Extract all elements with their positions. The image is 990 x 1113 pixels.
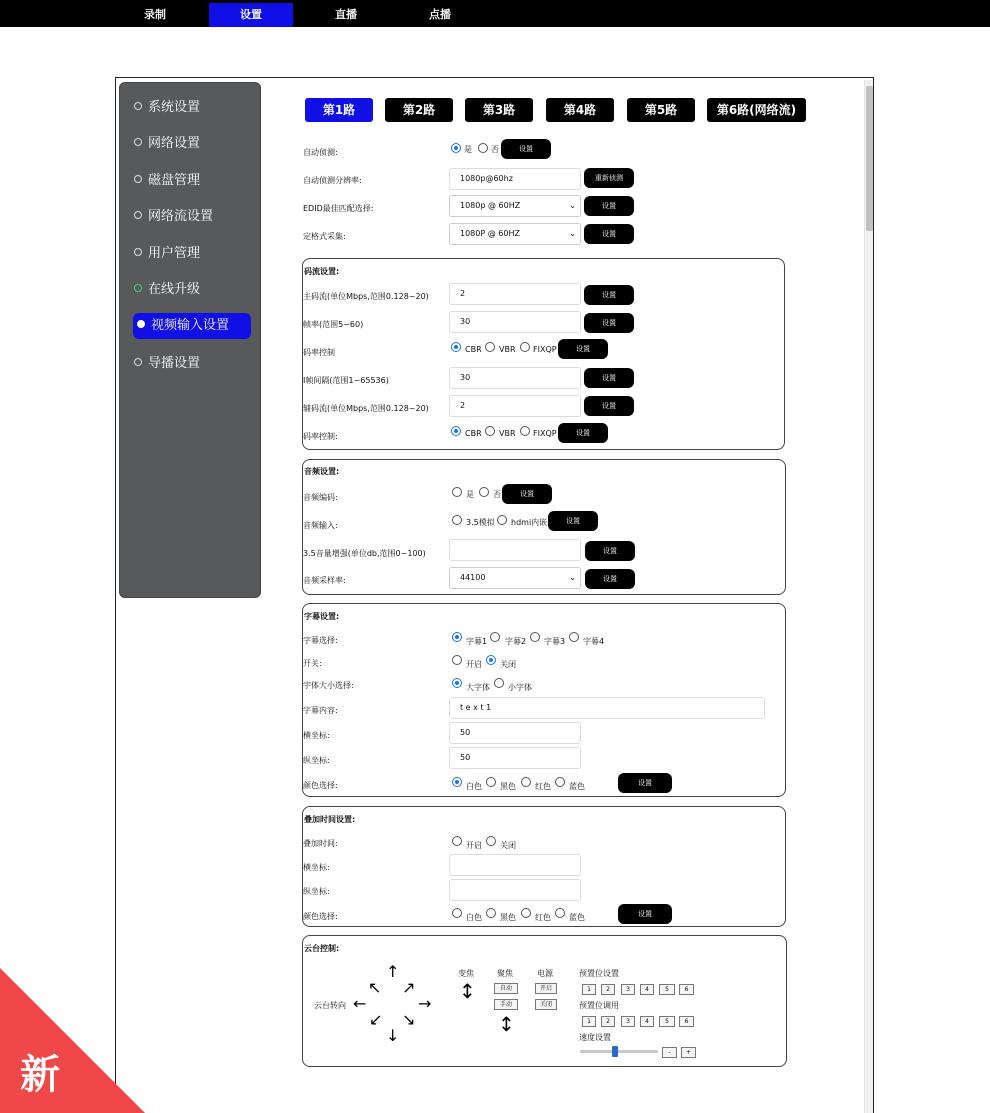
audio-in-hdmi-label: hdmi内嵌 [511,518,548,527]
fps-label: 帧率(范围5~60) [303,320,364,329]
color-blue-label: 蓝色 [569,782,585,791]
subtitle-4-radio[interactable] [569,632,579,642]
preset-call-label: 预置位调用 [579,1001,619,1010]
overlay-off-radio[interactable] [486,836,496,846]
preset-set-label: 预置位设置 [579,969,619,978]
overlay-set-button[interactable]: 设置 [618,904,672,924]
preset-call-2[interactable]: 2 [601,1016,615,1027]
tab-record[interactable]: 录制 [144,8,166,21]
subtitle-y-label: 纵坐标: [303,756,330,765]
channel-tab-2[interactable]: 第2路 [385,98,453,122]
rc2-cbr-radio[interactable] [451,426,461,436]
bullet-icon [134,175,142,183]
overlay-x-field[interactable] [449,854,581,876]
overlay-black-radio[interactable] [486,908,496,918]
sidebar-item-disk[interactable] [134,168,252,194]
fps-set-button[interactable]: 设置 [584,313,634,333]
redetect-button[interactable]: 重新侦测 [584,168,634,188]
font-small-label: 小字体 [508,683,532,692]
subtitle-y-field[interactable]: 50 [449,747,581,769]
overlay-red-radio[interactable] [521,908,531,918]
channel-tab-1[interactable]: 第1路 [305,98,373,122]
sidebar-item-users[interactable] [134,241,252,267]
fixed-format-select[interactable] [449,223,581,245]
focus-arrow-icon[interactable]: ↕ [498,1012,515,1036]
audio-input-label: 音频输入: [303,521,338,530]
color-white-label: 白色 [466,782,482,791]
preset-call-5[interactable]: 5 [659,1016,675,1027]
audio-rate-select-value: 44100 [460,573,486,582]
gop-field[interactable]: 30 [449,367,581,389]
overlay-on-label: 开启 [466,841,482,850]
audio-rate-select[interactable] [449,567,581,589]
color-black-radio[interactable] [486,777,496,787]
font-big-radio[interactable] [452,678,462,688]
focus-manual-button[interactable]: 手动 [494,999,518,1010]
subtitle-content-label: 字幕内容: [303,706,338,715]
auto-detect-set-button[interactable]: 设置 [501,139,551,159]
preset-set-2[interactable]: 2 [601,984,615,995]
overlay-blue-label: 蓝色 [569,913,585,922]
subtitle-2-label: 字幕2 [505,637,527,646]
overlay-white-label: 白色 [466,913,482,922]
ptz-title: 云台控制: [304,944,340,953]
preset-call-1[interactable]: 1 [582,1016,596,1027]
bullet-icon [134,211,142,219]
auto-detect-yes-label: 是 [464,145,472,154]
audio-gain-field[interactable] [449,539,581,561]
overlay-time-label: 叠加时间: [303,839,338,848]
preset-set-5[interactable]: 5 [659,984,675,995]
audio-encode-no-radio[interactable] [479,487,489,497]
rc2-fixqp-radio[interactable] [520,426,530,436]
overlay-color-label: 颜色选择: [303,912,338,921]
color-black-label: 黑色 [500,782,516,791]
auto-detect-yes-radio[interactable] [451,143,461,153]
subtitle-1-radio[interactable] [452,632,462,642]
arrow-down-icon[interactable]: ↓ [386,1026,400,1045]
audio-encode-yes-label: 是 [466,490,474,499]
tab-live[interactable]: 直播 [335,8,357,21]
sub-bitrate-label: 辅码流(单位Mbps,范围0.128~20) [303,404,429,413]
rc2-vbr-radio[interactable] [485,426,495,436]
auto-detect-no-label: 否 [491,145,499,154]
rc2-cbr-label: CBR [465,429,482,438]
preset-call-3[interactable]: 3 [621,1016,635,1027]
tab-vod[interactable]: 点播 [429,8,451,21]
gop-set-button[interactable]: 设置 [584,368,634,388]
subtitle-on-radio[interactable] [452,655,462,665]
speed-plus-button[interactable]: + [681,1047,696,1058]
subtitle-set-button[interactable]: 设置 [618,773,672,793]
preset-call-4[interactable]: 4 [640,1016,654,1027]
audio-gain-set-button[interactable]: 设置 [585,541,635,561]
overlay-y-label: 纵坐标: [303,887,330,896]
subtitle-off-label: 关闭 [500,660,516,669]
speed-label: 速度设置 [579,1033,611,1042]
channel-tab-6[interactable]: 第6路(网络流) [707,98,806,122]
sidebar-item-video-input[interactable] [133,313,251,339]
bullet-icon [134,138,142,146]
subtitle-select-label: 字幕选择: [303,636,338,645]
color-red-label: 红色 [535,782,551,791]
font-big-label: 大字体 [466,683,490,692]
audio-in-35-label: 3.5模拟 [466,518,495,527]
arrow-up-left-icon[interactable]: ↖ [368,978,382,997]
edid-label: EDID最佳匹配选择: [303,204,374,213]
audio-rate-set-button[interactable]: 设置 [585,569,635,589]
audio-encode-set-button[interactable]: 设置 [502,484,552,504]
audio-encode-no-label: 否 [493,490,501,499]
rate-control-2-set-button[interactable]: 设置 [558,423,608,443]
chevron-down-icon: ⌄ [569,201,576,210]
speed-slider-thumb[interactable] [612,1046,618,1057]
arrow-down-right-icon[interactable]: ↘ [402,1010,416,1029]
rc2-vbr-label: VBR [499,429,516,438]
sidebar-item-label: 在线升级 [148,282,201,297]
stream-settings-title: 码流设置: [304,267,340,276]
sidebar-item-label: 导播设置 [148,356,201,371]
arrow-up-icon[interactable]: ↑ [386,962,400,981]
tab-settings[interactable]: 设置 [209,3,293,27]
ptz-direction-label: 云台转向 [314,1001,346,1010]
top-nav [0,0,990,27]
overlay-red-label: 红色 [535,913,551,922]
bullet-icon [137,320,145,328]
main-bitrate-field[interactable]: 2 [449,283,581,305]
sidebar-item-label: 网络设置 [148,136,201,151]
subtitle-color-label: 颜色选择: [303,781,338,790]
preset-call-6[interactable]: 6 [679,1016,694,1027]
auto-detect-label: 自动侦测: [303,148,338,157]
edid-select-value: 1080p @ 60HZ [460,201,521,210]
scrollbar-thumb[interactable] [866,86,873,231]
focus-auto-button[interactable]: 自动 [494,983,518,994]
overlay-off-label: 关闭 [500,841,516,850]
preset-set-3[interactable]: 3 [621,984,635,995]
power-label: 电源 [537,969,553,978]
subtitle-on-label: 开启 [466,660,482,669]
rc-fixqp-radio[interactable] [520,342,530,352]
subtitle-2-radio[interactable] [490,632,500,642]
color-white-radio[interactable] [452,777,462,787]
sidebar-item-system[interactable] [134,95,252,121]
arrow-right-icon[interactable]: → [418,994,432,1013]
rc-vbr-label: VBR [499,345,516,354]
auto-detect-no-radio[interactable] [478,143,488,153]
rate-control-2-label: 码率控制: [303,432,338,441]
audio-settings-title: 音频设置: [304,467,340,476]
font-small-radio[interactable] [494,678,504,688]
subtitle-x-field[interactable]: 50 [449,722,581,744]
channel-tab-3[interactable]: 第3路 [465,98,533,122]
fps-field[interactable]: 30 [449,311,581,333]
rate-control-label: 码率控制 [303,348,335,357]
power-on-button[interactable]: 开启 [535,983,557,994]
bullet-icon [134,358,142,366]
bullet-icon [134,284,142,292]
speed-minus-button[interactable]: - [662,1047,677,1058]
focus-label: 聚焦 [497,969,513,978]
sub-bitrate-set-button[interactable]: 设置 [584,396,634,416]
font-size-label: 字体大小选择: [303,681,354,690]
preset-set-6[interactable]: 6 [679,984,694,995]
audio-encode-yes-radio[interactable] [452,487,462,497]
overlay-y-field[interactable] [449,879,581,901]
rc-cbr-label: CBR [465,345,482,354]
channel-tab-5[interactable]: 第5路 [627,98,695,122]
sidebar-item-label: 系统设置 [148,100,201,115]
subtitle-switch-label: 开关: [303,659,322,668]
audio-gain-label: 3.5音量增强(单位db,范围0~100) [303,549,426,558]
subtitle-off-radio[interactable] [486,655,496,665]
sidebar-item-netstream[interactable] [134,204,252,230]
rc-vbr-radio[interactable] [485,342,495,352]
sidebar-item-label: 用户管理 [148,246,201,261]
bullet-icon [134,102,142,110]
fixed-format-select-value: 1080P @ 60HZ [460,229,520,238]
audio-in-hdmi-radio[interactable] [497,515,507,525]
scrollbar[interactable] [864,80,873,1113]
audio-rate-label: 音频采样率: [303,576,346,585]
speed-slider[interactable] [580,1050,658,1053]
overlay-time-title: 叠加时间设置: [304,815,356,824]
subtitle-settings-title: 字幕设置: [304,612,340,621]
zoom-label: 变焦 [458,969,474,978]
overlay-black-label: 黑色 [500,913,516,922]
zoom-arrow-icon[interactable]: ↕ [459,979,476,1003]
gop-label: I帧间隔(范围1~65536) [303,376,389,385]
preset-set-4[interactable]: 4 [640,984,654,995]
sidebar-item-upgrade[interactable] [134,277,252,303]
bullet-icon [134,248,142,256]
audio-encode-label: 音频编码: [303,493,338,502]
audio-input-set-button[interactable]: 设置 [548,511,598,531]
subtitle-3-radio[interactable] [530,632,540,642]
subtitle-1-label: 字幕1 [466,637,488,646]
overlay-blue-radio[interactable] [555,908,565,918]
sidebar-item-label: 视频输入设置 [151,318,230,333]
preset-set-1[interactable]: 1 [582,984,596,995]
edid-select[interactable] [449,195,581,217]
resolution-field[interactable]: 1080p@60hz [449,168,581,190]
overlay-white-radio[interactable] [452,908,462,918]
sidebar-item-label: 磁盘管理 [148,173,201,188]
rate-control-set-button[interactable]: 设置 [558,339,608,359]
chevron-down-icon: ⌄ [569,573,576,582]
fixed-format-label: 定格式采集: [303,232,346,241]
sidebar [119,82,261,598]
subtitle-x-label: 横坐标: [303,731,330,740]
arrow-down-left-icon[interactable]: ↙ [369,1010,383,1029]
sub-bitrate-field[interactable]: 2 [449,395,581,417]
overlay-x-label: 横坐标: [303,863,330,872]
color-red-radio[interactable] [521,777,531,787]
chevron-down-icon: ⌄ [569,229,576,238]
resolution-label: 自动侦测分辨率: [303,176,362,185]
color-blue-radio[interactable] [555,777,565,787]
new-badge-label: 新 [20,1052,60,1098]
edid-set-button[interactable]: 设置 [584,196,634,216]
main-bitrate-set-button[interactable]: 设置 [584,285,634,305]
channel-tab-4[interactable]: 第4路 [546,98,614,122]
rc-fixqp-label: FIXQP [533,345,557,354]
main-bitrate-label: 主码流(单位Mbps,范围0.128~20) [303,292,429,301]
arrow-left-icon[interactable]: ← [353,994,367,1013]
subtitle-content-field[interactable]: t e x t 1 [449,697,765,719]
rc2-fixqp-label: FIXQP [533,429,557,438]
subtitle-3-label: 字幕3 [544,637,566,646]
sidebar-item-director[interactable] [134,351,252,377]
overlay-on-radio[interactable] [452,836,462,846]
sidebar-item-network[interactable] [134,131,252,157]
subtitle-4-label: 字幕4 [583,637,605,646]
rc-cbr-radio[interactable] [451,342,461,352]
arrow-up-right-icon[interactable]: ↗ [402,978,416,997]
power-off-button[interactable]: 关闭 [535,999,557,1010]
sidebar-item-label: 网络流设置 [148,209,214,224]
fixed-format-set-button[interactable]: 设置 [584,224,634,244]
audio-in-35-radio[interactable] [452,515,462,525]
